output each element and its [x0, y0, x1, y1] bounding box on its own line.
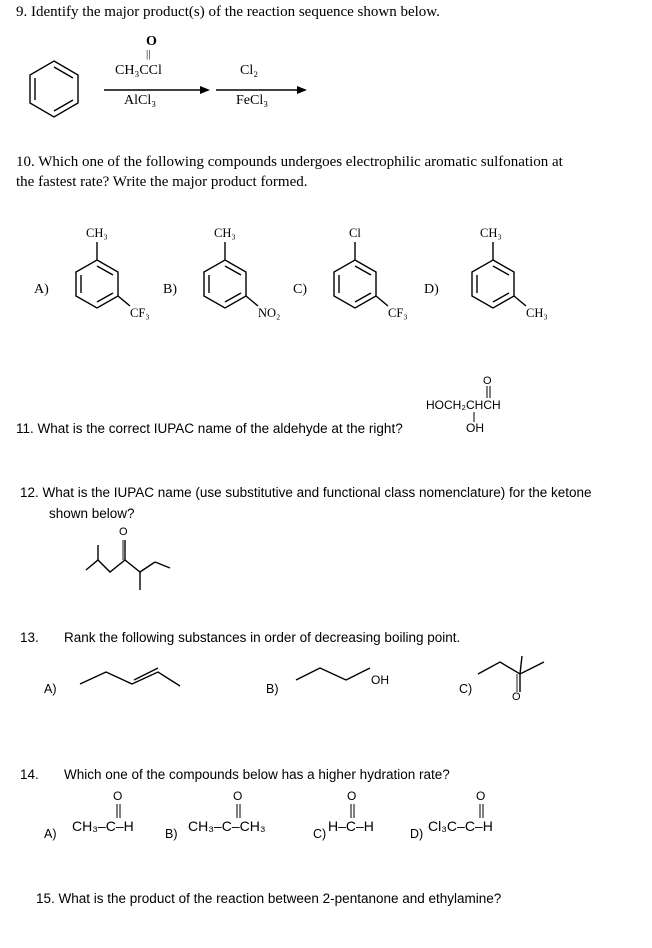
q11-formula: HOCH₂CHCH — [426, 398, 501, 412]
q14-option-a-o: O — [113, 789, 123, 803]
q10-option-c-ring — [334, 242, 388, 308]
q10-structures — [0, 200, 652, 330]
q14-option-b-formula: CH₃–C–CH₃ — [188, 818, 266, 834]
q9-reaction-scheme — [0, 0, 652, 130]
q13-option-c-letter: C) — [459, 682, 473, 696]
q12-carbonyl-o: O — [119, 526, 128, 538]
question-14-number: 14. — [20, 767, 39, 782]
q14-option-c-letter: C) — [313, 827, 327, 841]
q14-option-b-o: O — [233, 789, 243, 803]
question-12-line2: shown below? — [49, 506, 135, 521]
q9-reagent1-top: CH₃CCl — [115, 63, 162, 78]
question-13-text: Rank the following substances in order of decreasing boiling point. — [64, 630, 461, 645]
question-12-line1: 12. What is the IUPAC name (use substitutive and functional class nomenclature) for the ketone — [20, 485, 592, 500]
q13-option-b-letter: B) — [266, 682, 279, 696]
q9-reagent2-top: Cl₂ — [240, 63, 259, 78]
question-9-text: 9. Identify the major product(s) of the reaction sequence shown below. — [16, 4, 440, 20]
q9-reagent1-bottom: AlCl₃ — [124, 93, 157, 108]
q10-option-c-letter: C) — [293, 282, 307, 297]
q10-option-a-letter: A) — [34, 282, 49, 297]
q11-hydroxyl: OH — [466, 421, 484, 435]
q10-option-b-top: CH₃ — [214, 226, 236, 240]
benzene-ring — [30, 61, 78, 117]
q11-bonds — [0, 380, 652, 430]
question-10-line2: the fastest rate? Write the major product formed. — [16, 174, 308, 190]
q13-structures — [0, 640, 652, 720]
reaction-arrow-1 — [104, 86, 210, 94]
q14-option-d-o: O — [476, 789, 486, 803]
q14-option-a-formula: CH₃–C–H — [72, 818, 134, 834]
q11-carbonyl-o: O — [483, 375, 492, 387]
question-13-number: 13. — [20, 630, 39, 645]
q14-option-d-formula: Cl₃C–C–H — [428, 818, 493, 834]
q12-ketone-skeleton — [0, 520, 652, 600]
question-11-text: 11. What is the correct IUPAC name of the aldehyde at the right? — [16, 421, 403, 436]
q13-option-c-carbonyl-o: O — [512, 691, 521, 703]
q9-carbonyl-bond: || — [146, 48, 151, 60]
q9-carbonyl-o: O — [146, 34, 157, 49]
q10-option-b-sub: NO₂ — [258, 306, 281, 320]
q14-option-b-letter: B) — [165, 827, 178, 841]
question-14-text: Which one of the compounds below has a higher hydration rate? — [64, 767, 450, 782]
q9-reagent2-bottom: FeCl₃ — [236, 93, 269, 108]
q10-option-a-top: CH₃ — [86, 226, 108, 240]
q10-option-c-top: Cl — [349, 226, 361, 240]
q10-option-d-top: CH₃ — [480, 226, 502, 240]
question-10-line1: 10. Which one of the following compounds undergoes electrophilic aromatic sulfonation at — [16, 154, 563, 170]
q14-option-c-o: O — [347, 789, 357, 803]
q10-option-a-sub: CF₃ — [130, 306, 150, 320]
q10-option-b-ring — [204, 242, 258, 308]
q13-option-b-hydroxyl: OH — [371, 673, 389, 687]
q13-option-a-letter: A) — [44, 682, 57, 696]
q10-option-d-sub: CH₃ — [526, 306, 548, 320]
q10-option-a-ring — [76, 242, 130, 308]
question-15-text: 15. What is the product of the reaction between 2-pentanone and ethylamine? — [36, 891, 502, 906]
q14-option-d-letter: D) — [410, 827, 424, 841]
q14-option-a-letter: A) — [44, 827, 57, 841]
q10-option-c-sub: CF₃ — [388, 306, 408, 320]
q14-option-c-formula: H–C–H — [328, 818, 374, 834]
q10-option-b-letter: B) — [163, 282, 177, 297]
q10-option-d-ring — [472, 242, 526, 308]
q10-option-d-letter: D) — [424, 282, 439, 297]
